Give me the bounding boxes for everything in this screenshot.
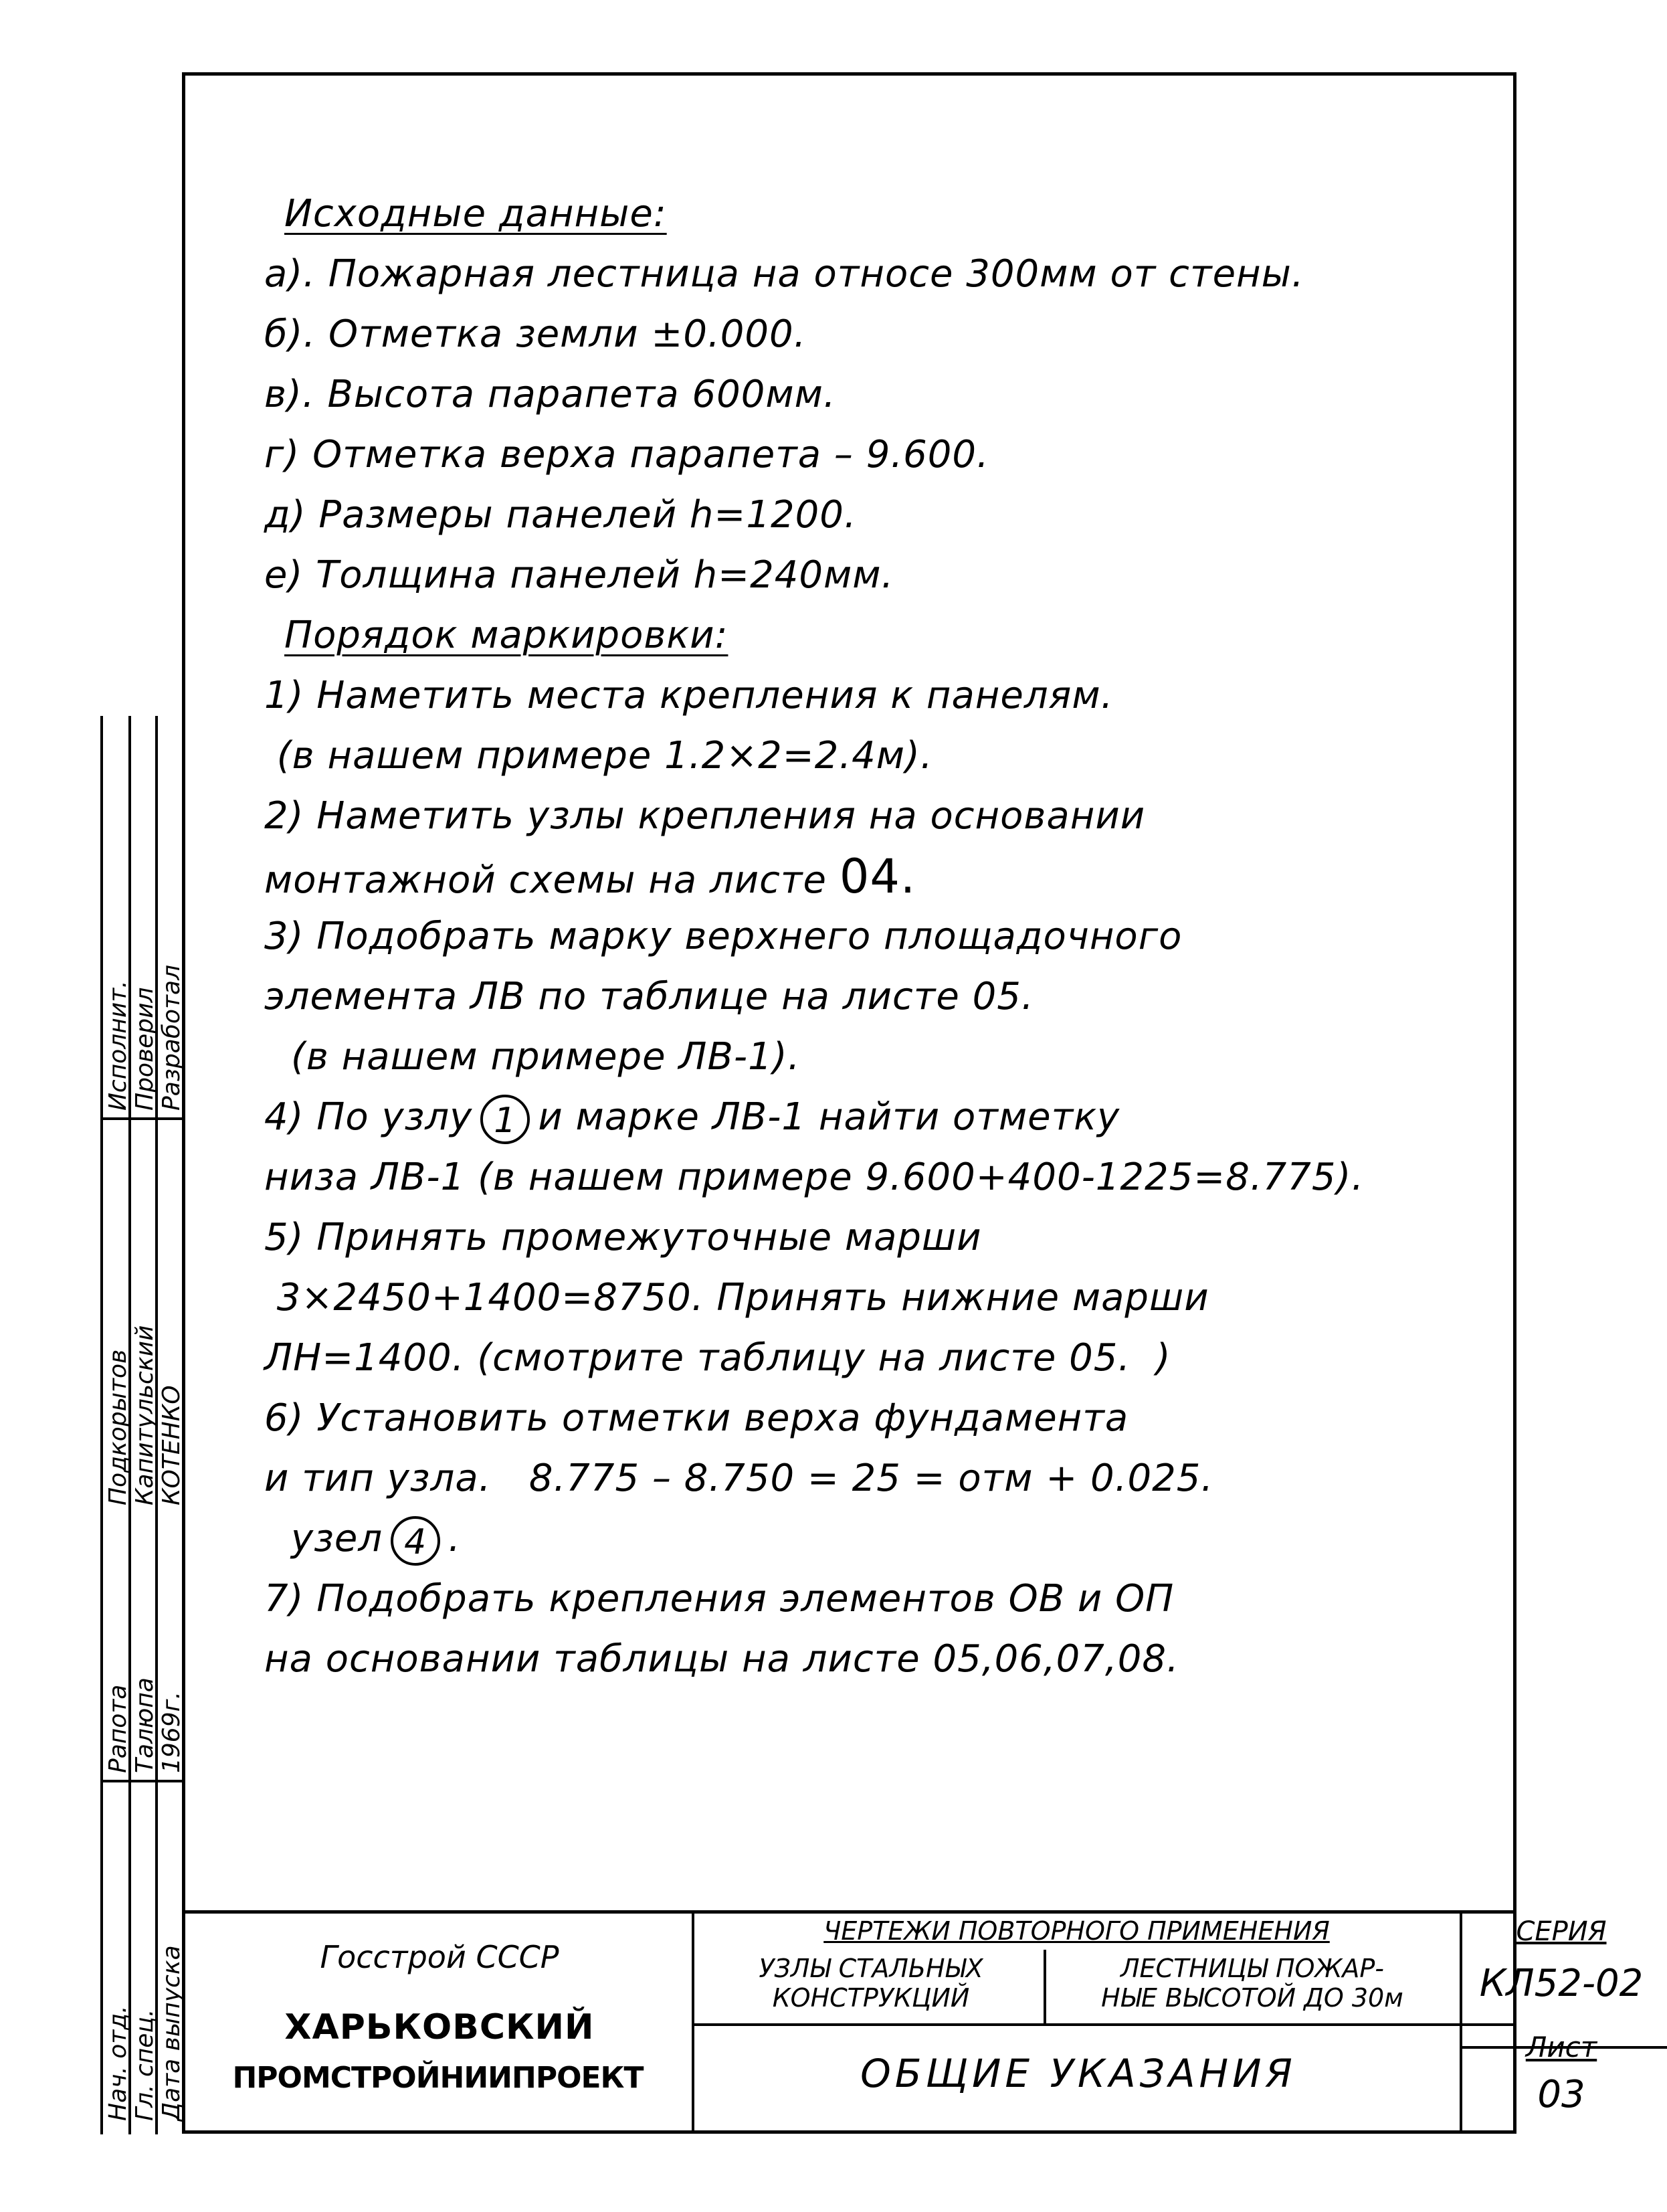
marking-line: [264, 846, 1488, 907]
stamp-name: Рапота: [104, 1684, 132, 1773]
marking-line: 1) Наметить места крепления к панелям.: [264, 674, 1114, 717]
stamp-label: Разработал: [158, 964, 185, 1111]
subtitle-line: ЛЕСТНИЦЫ ПОЖАР-: [1120, 1954, 1385, 1983]
stamp-label: Нач. отд.: [104, 2005, 132, 2121]
marking-line: 7) Подобрать крепления элементов ОВ и ОП: [264, 1577, 1175, 1621]
sheet-ref-04: 04.: [839, 849, 916, 904]
marking-line: 3) Подобрать марку верхнего площадочного: [264, 915, 1183, 958]
heading-marking-order: Порядок маркировки:: [284, 614, 728, 657]
source-item: б). Отметка земли ±0.000.: [264, 312, 807, 356]
title-block: [185, 1910, 1644, 2130]
marking-line: 5) Принять промежуточные марши: [264, 1216, 982, 1259]
marking-line: (в нашем примере ЛВ-1).: [291, 1035, 801, 1079]
org-line-2: ХАРЬКОВСКИЙ: [284, 2007, 595, 2047]
subtitle-steel-nodes: [700, 1954, 1042, 2013]
source-item: г) Отметка верха парапета – 9.600.: [264, 433, 989, 476]
stamp-name: Капитульский: [131, 1325, 159, 1505]
drawings-header: ЧЕРТЕЖИ ПОВТОРНОГО ПРИМЕНЕНИЯ: [823, 1916, 1330, 1946]
marking-line: низа ЛВ-1 (в нашем примере 9.600+400-1225=8.775).: [264, 1156, 1365, 1199]
marking-text: 4) По узлу: [264, 1095, 473, 1139]
stamp-label: Дата выпуска: [158, 1945, 185, 2121]
heading-source-data: Исходные данные:: [284, 192, 667, 236]
marking-line: (в нашем примере 1.2×2=2.4м).: [264, 734, 933, 777]
marking-line: ЛН=1400. (смотрите таблицу на листе 05. ): [264, 1336, 1171, 1380]
document-body: [264, 184, 1488, 1689]
marking-line: 3×2450+1400=8750. Принять нижние марши: [264, 1276, 1209, 1319]
series-value: КЛ52-02: [1479, 1962, 1644, 2005]
series-label: СЕРИЯ: [1516, 1916, 1607, 1947]
stamp-label: Исполнит.: [104, 980, 132, 1111]
source-item: д) Размеры панелей h=1200.: [264, 493, 857, 537]
marking-line: элемента ЛВ по таблице на листе 05.: [264, 975, 1034, 1018]
stamp-name: Талюпа: [131, 1677, 159, 1773]
marking-text: и марке ЛВ-1 найти отметку: [538, 1095, 1120, 1139]
marking-line: и тип узла. 8.775 – 8.750 = 25 = отм + 0.025.: [264, 1457, 1214, 1500]
stamp-upper: [100, 716, 185, 1526]
node-circle-1: 1: [480, 1095, 530, 1144]
subtitle-line: НЫЕ ВЫСОТОЙ ДО 30м: [1101, 1983, 1403, 2013]
org-line-3: ПРОМСТРОЙНИИПРОЕКТ: [232, 2061, 644, 2095]
stamp-label: Гл. спец.: [131, 2009, 159, 2121]
org-line-1: Госстрой СССР: [320, 1939, 559, 1975]
sheet-value: 03: [1537, 2073, 1585, 2116]
source-item: а). Пожарная лестница на относе 300мм от стены.: [264, 252, 1304, 296]
stamp-name: Подкорытов: [104, 1349, 132, 1505]
subtitle-fire-ladders: [1048, 1954, 1456, 2013]
node-circle-4: 4: [391, 1516, 440, 1566]
marking-line: на основании таблицы на листе 05,06,07,08.: [264, 1637, 1179, 1681]
subtitle-line: КОНСТРУКЦИЙ: [772, 1983, 970, 2013]
stamp-lower: [100, 1526, 185, 2134]
marking-line: 2) Наметить узлы крепления на основании: [264, 794, 1146, 838]
stamp-name: КОТЕНКО: [158, 1385, 185, 1505]
marking-text: узел: [291, 1517, 383, 1560]
source-item: в). Высота парапета 600мм.: [264, 373, 836, 416]
sheet-label: Лист: [1525, 2031, 1597, 2063]
marking-line: узел 4 .: [264, 1509, 1488, 1569]
marking-line: 6) Установить отметки верха фундамента: [264, 1396, 1129, 1440]
source-item: е) Толщина панелей h=240мм.: [264, 553, 894, 597]
stamp-date: 1969г.: [158, 1691, 185, 1773]
document-title: ОБЩИЕ УКАЗАНИЯ: [860, 2051, 1296, 2096]
marking-line: [264, 1087, 1488, 1147]
stamp-label: Проверил: [131, 987, 159, 1111]
marking-text: монтажной схемы на листе: [264, 858, 827, 902]
subtitle-line: УЗЛЫ СТАЛЬНЫХ: [759, 1954, 983, 1983]
